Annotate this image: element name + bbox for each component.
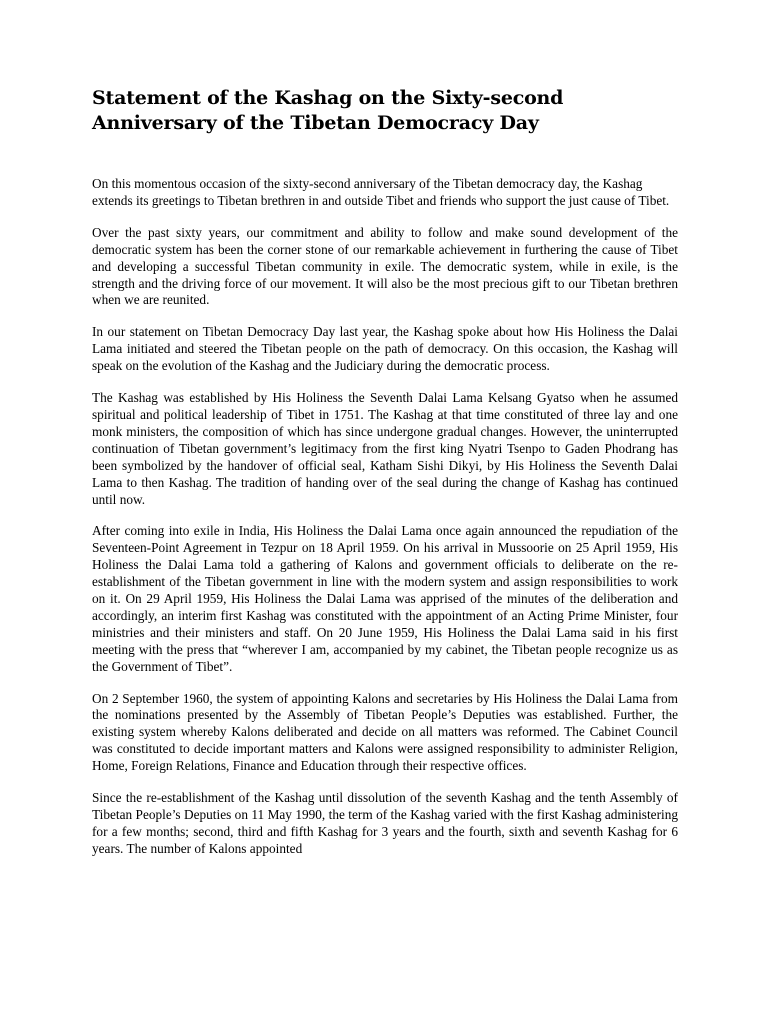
document-body xyxy=(92,86,678,873)
paragraph-sixty-years: Over the past sixty years, our commitment and ability to follow and make sound development of the democratic system has been the corner stone of our remarkable achievement in furthering the cause of Tibet and developing a successful Tibetan community in exile. The democratic system, while in exile, is the strength and the driving force of our movement. It will also be the most precious gift to our Tibetan brethren when we are reunited. xyxy=(92,224,678,308)
document-title xyxy=(92,86,678,136)
paragraph-last-year-statement: In our statement on Tibetan Democracy Day last year, the Kashag spoke about how His Holiness the Dalai Lama initiated and steered the Tibetan people on the path of democracy. On this occasion, the Kashag will speak on the evolution of the Kashag and the Judiciary during the democratic process. xyxy=(92,324,678,374)
paragraph-september-1960: On 2 September 1960, the system of appointing Kalons and secretaries by His Holiness the Dalai Lama from the nominations presented by the Assembly of Tibetan People’s Deputies was established. Further, the existing system whereby Kalons deliberated and decide on all matters was reformed. The Cabinet Council was constituted to decide important matters and Kalons were assigned responsibility to administer Religion, Home, Foreign Relations, Finance and Education through their respective offices. xyxy=(92,690,678,774)
document-title-line-1: Statement of the Kashag on the Sixty-second xyxy=(92,87,564,109)
paragraph-exile-india: After coming into exile in India, His Holiness the Dalai Lama once again announced the repudiation of the Seventeen-Point Agreement in Tezpur on 18 April 1959. On his arrival in Mussoorie on 25 April 1959, His Holiness the Dalai Lama told a gathering of Kalons and government officials to deliberate on the re-establishment of the Tibetan government in line with the modern system and assign responsibilities to work on it. On 29 April 1959, His Holiness the Dalai Lama was apprised of the minutes of the deliberation and accordingly, an interim first Kashag was constituted with the appointment of an Acting Prime Minister, four ministries and their ministers and staff. On 20 June 1959, His Holiness the Dalai Lama said in his first meeting with the press that “wherever I am, accompanied by my cabinet, the Tibetan people recognize us as the Government of Tibet”. xyxy=(92,523,678,674)
document-title-line-2: Anniversary of the Tibetan Democracy Day xyxy=(92,112,539,134)
paragraph-kashag-establishment: The Kashag was established by His Holiness the Seventh Dalai Lama Kelsang Gyatso when he assumed spiritual and political leadership of Tibet in 1751. The Kashag at that time constituted of three lay and one monk ministers, the composition of which has since undergone gradual changes. However, the uninterrupted continuation of Tibetan government’s legitimacy from the first king Nyatri Tsenpo to Gaden Phodrang has been symbolized by the handover of official seal, Katham Sishi Dikyi, by His Holiness the Seventh Dalai Lama to then Kashag. The tradition of handing over of the seal during the change of Kashag has continued until now. xyxy=(92,390,678,507)
paragraph-kashag-terms: Since the re-establishment of the Kashag until dissolution of the seventh Kashag and the tenth Assembly of Tibetan People’s Deputies on 11 May 1990, the term of the Kashag varied with the first Kashag administering for a few months; second, third and fifth Kashag for 3 years and the fourth, sixth and seventh Kashag for 6 years. The number of Kalons appointed xyxy=(92,790,678,856)
paragraph-greeting: On this momentous occasion of the sixty-second anniversary of the Tibetan democracy day, the Kashag extends its greetings to Tibetan brethren in and outside Tibet and friends who support the just cause of Tibet. xyxy=(92,176,670,208)
